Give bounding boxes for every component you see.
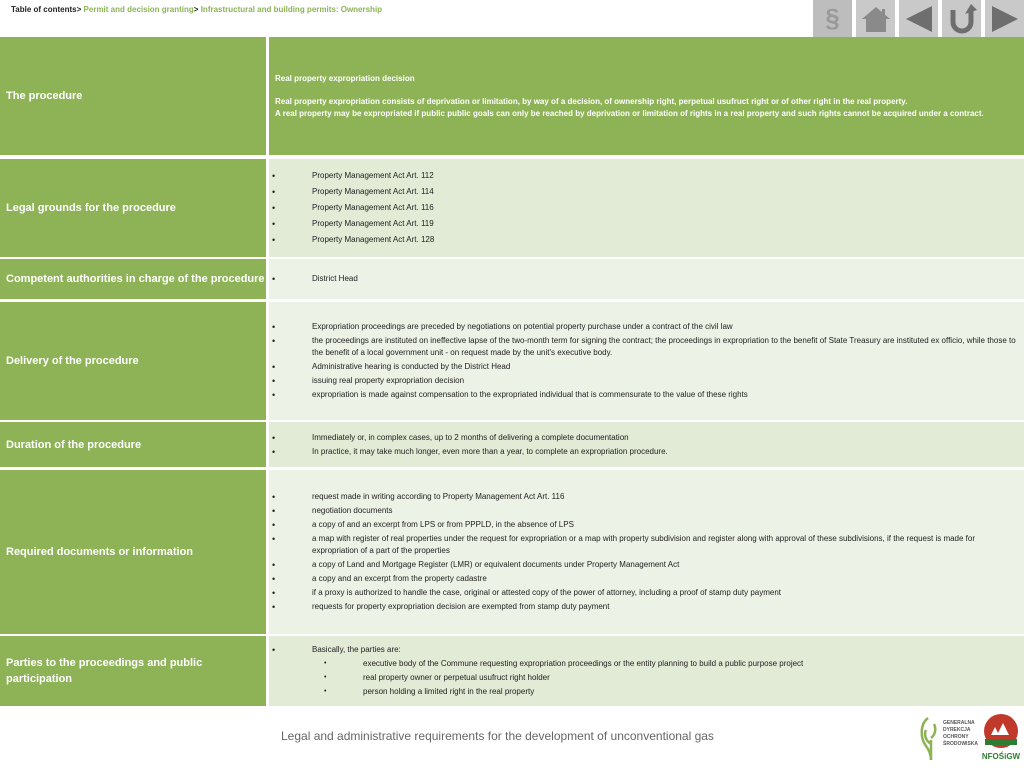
list-item: • a copy and an excerpt from the property cadastre — [0, 573, 1024, 585]
home-button[interactable] — [856, 0, 895, 37]
breadcrumb-separator: > — [193, 5, 199, 14]
list-item: • issuing real property expropriation decision — [0, 375, 1024, 387]
row-label: The procedure — [0, 37, 266, 155]
list-item: • a map with register of real properties under the request for expropriation or a map with property subdivision and register along with approval of these subdivisions, if the request is made for expropriation of a part of the properties — [0, 533, 1024, 557]
row-content — [269, 422, 1024, 467]
gdos-line: ŚRODOWISKA — [943, 741, 978, 747]
breadcrumb-level1[interactable]: Permit and decision granting — [83, 5, 194, 14]
list-item: • Property Management Act Art. 114 — [0, 186, 1024, 198]
list-item: • Property Management Act Art. 116 — [0, 202, 1024, 214]
list-item: • Property Management Act Art. 128 — [0, 234, 1024, 246]
row-label: Delivery of the procedure — [0, 302, 266, 420]
sub-list-item: • person holding a limited right in the real property — [0, 686, 1024, 698]
list-item: • Immediately or, in complex cases, up to 2 months of delivering a complete documentation — [0, 432, 1024, 444]
list-item: • requests for property expropriation decision are exempted from stamp duty payment — [0, 601, 1024, 613]
list-item: • if a proxy is authorized to handle the case, original or attested copy of the power of attorney, including a proof of stamp duty payment — [0, 587, 1024, 599]
row-label: Legal grounds for the procedure — [0, 159, 266, 257]
list-item: • Property Management Act Art. 112 — [0, 170, 1024, 182]
return-button[interactable] — [942, 0, 981, 37]
forward-arrow-icon — [990, 5, 1020, 33]
home-icon — [861, 5, 891, 33]
return-icon — [947, 4, 977, 34]
back-button[interactable] — [899, 0, 938, 37]
row-content — [269, 159, 1024, 257]
navigation-buttons — [813, 0, 1024, 37]
row-delivery — [0, 302, 1024, 420]
row-label: Competent authorities in charge of the procedure — [0, 259, 266, 299]
paragraph-button[interactable] — [813, 0, 852, 37]
list-item: • Basically, the parties are: — [0, 644, 1024, 656]
row-content — [269, 259, 1024, 299]
procedure-text: A real property may be expropriated if public public goals can only be reached by deprivation or limitation of rights in a real property and such rights cannot be acquired under a contract. — [275, 108, 984, 118]
nfos-label: NFOŚiGW — [981, 752, 1021, 761]
row-procedure — [0, 37, 1024, 155]
list-item: • the proceedings are instituted on ineffective lapse of the two-month term for signing the contract; the proceedings in expropriation to the benefit of State Treasury are instituted ex officio, while those to the benefit of a local government unit - on request made by the unit's executive body. — [0, 335, 1024, 359]
row-content — [269, 470, 1024, 634]
list-item: • Expropriation proceedings are preceded by negotiations on potential property purchase under a contract of the civil law — [0, 321, 1024, 333]
gdos-line: DYREKCJA — [943, 727, 971, 733]
breadcrumb-level2[interactable]: Infrastructural and building permits: Ownership — [200, 5, 383, 14]
footer-text: Legal and administrative requirements for the development of unconventional gas — [281, 729, 714, 743]
row-content — [269, 636, 1024, 706]
paragraph-icon: § — [825, 3, 840, 33]
gdos-logo — [918, 714, 978, 762]
forward-button[interactable] — [985, 0, 1024, 37]
sub-list-item: • executive body of the Commune requesting expropriation proceedings or the entity planning to build a public purpose project — [0, 658, 1024, 670]
list-item: • Property Management Act Art. 119 — [0, 218, 1024, 230]
back-arrow-icon — [904, 5, 934, 33]
row-legal-grounds — [0, 159, 1024, 257]
breadcrumb — [11, 5, 382, 14]
list-item: • a copy of and an excerpt from LPS or from PPPLD, in the absence of LPS — [0, 519, 1024, 531]
breadcrumb-root[interactable]: Table of contents — [11, 5, 77, 14]
gdos-line: GENERALNA — [943, 720, 975, 726]
gdos-line: OCHRONY — [943, 734, 969, 740]
list-item: • expropriation is made against compensation to the expropriated individual that is commensurate to the value of these rights — [0, 389, 1024, 401]
list-item: • District Head — [0, 273, 1024, 285]
list-item: • negotiation documents — [0, 505, 1024, 517]
list-item: • In practice, it may take much longer, even more than a year, to complete an expropriation procedure. — [0, 446, 1024, 458]
procedure-text: Real property expropriation consists of deprivation or limitation, by way of a decision, of ownership right, perpetual usufruct right or of other right in the real property. — [275, 96, 908, 106]
breadcrumb-separator: > — [76, 5, 82, 14]
sub-list-item: • real property owner or perpetual usufruct right holder — [0, 672, 1024, 684]
list-item: • Administrative hearing is conducted by the District Head — [0, 361, 1024, 373]
list-item: • request made in writing according to Property Management Act Art. 116 — [0, 491, 1024, 503]
row-label: Parties to the proceedings and public participation — [0, 636, 266, 706]
list-item: • a copy of Land and Mortgage Register (LMR) or equivalent documents under Property Management Act — [0, 559, 1024, 571]
row-authorities — [0, 259, 1024, 299]
nfosigw-logo — [979, 713, 1023, 763]
row-content — [269, 302, 1024, 420]
procedure-title: Real property expropriation decision — [275, 73, 415, 83]
row-label: Required documents or information — [0, 470, 266, 634]
row-parties — [0, 636, 1024, 706]
row-label: Duration of the procedure — [0, 422, 266, 467]
row-required-documents — [0, 470, 1024, 634]
row-duration — [0, 422, 1024, 467]
row-content — [269, 37, 1024, 155]
